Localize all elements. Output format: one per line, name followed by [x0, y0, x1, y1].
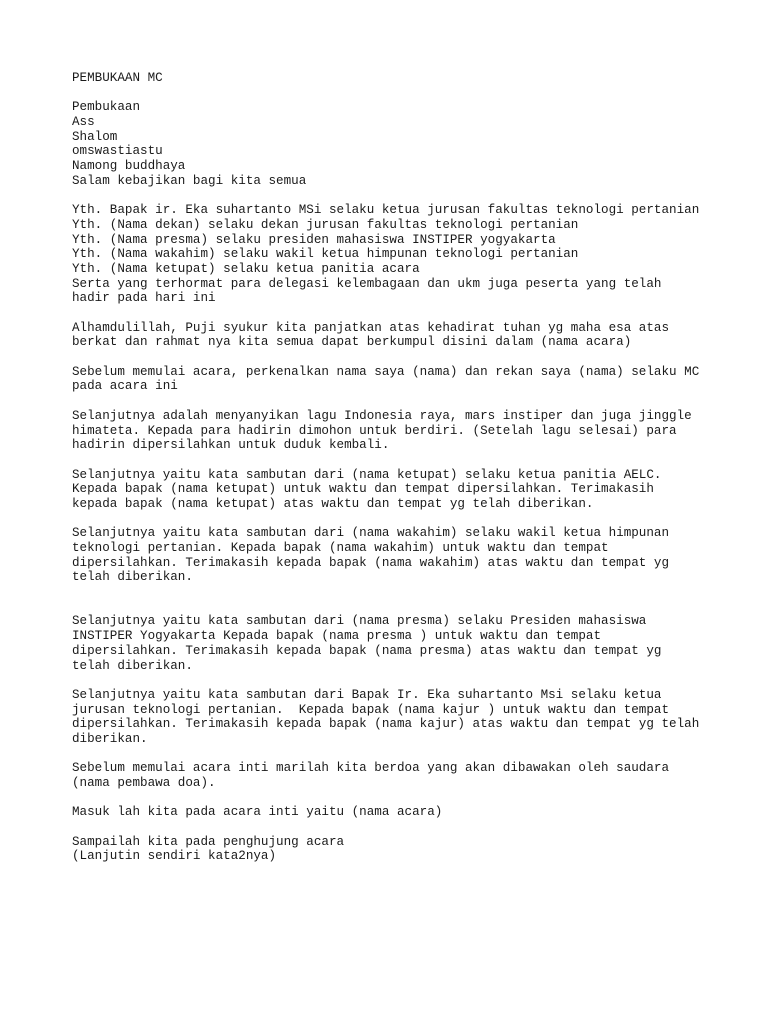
- intro-paragraph: [72, 365, 732, 394]
- text-line: Sebelum memulai acara, perkenalkan nama saya (nama) dan rekan saya (nama) selaku MC: [72, 364, 700, 379]
- greetings-paragraph: [72, 100, 732, 188]
- text-line: dipersilahkan. Terimakasih kepada bapak (nama presma) atas waktu dan tempat yg: [72, 643, 662, 658]
- text-line: Selanjutnya yaitu kata sambutan dari (nama ketupat) selaku ketua panitia AELC.: [72, 467, 662, 482]
- text-line: INSTIPER Yogyakarta Kepada bapak (nama presma ) untuk waktu dan tempat: [72, 629, 602, 644]
- prayer-paragraph: [72, 761, 732, 790]
- text-line: hadir pada hari ini: [72, 291, 216, 306]
- text-line: berkat dan rahmat nya kita semua dapat berkumpul disini dalam (nama acara): [72, 335, 632, 350]
- text-line: Selanjutnya adalah menyanyikan lagu Indonesia raya, mars instiper dan juga jinggle: [72, 408, 692, 423]
- honors-paragraph: [72, 203, 732, 306]
- text-line: dipersilahkan. Terimakasih kepada bapak (nama kajur) atas waktu dan tempat yg telah: [72, 717, 700, 732]
- text-line: himateta. Kepada para hadirin dimohon untuk berdiri. (Setelah lagu selesai) para: [72, 423, 677, 438]
- speech-ketupat-paragraph: [72, 468, 732, 512]
- main-event-paragraph: [72, 805, 732, 820]
- text-line: pada acara ini: [72, 379, 178, 394]
- text-line: hadirin dipersilahkan untuk duduk kembali.: [72, 438, 390, 453]
- text-line: telah diberikan.: [72, 570, 193, 585]
- document-title-block: [72, 71, 732, 86]
- gratitude-paragraph: [72, 321, 732, 350]
- text-line: Yth. (Nama ketupat) selaku ketua panitia acara: [72, 261, 420, 276]
- speech-kajur-paragraph: [72, 688, 732, 747]
- speech-presma-paragraph: [72, 614, 732, 673]
- text-line: Selanjutnya yaitu kata sambutan dari (nama wakahim) selaku wakil ketua himpunan: [72, 526, 670, 541]
- text-line: dipersilahkan. Terimakasih kepada bapak (nama wakahim) atas waktu dan tempat yg: [72, 555, 670, 570]
- text-line: Ass: [72, 115, 95, 130]
- text-line: Selanjutnya yaitu kata sambutan dari Bapak Ir. Eka suhartanto Msi selaku ketua: [72, 687, 662, 702]
- text-line: Masuk lah kita pada acara inti yaitu (nama acara): [72, 805, 443, 820]
- text-line: (Lanjutin sendiri kata2nya): [72, 849, 277, 864]
- text-line: Selanjutnya yaitu kata sambutan dari (nama presma) selaku Presiden mahasiswa: [72, 614, 647, 629]
- text-line: Serta yang terhormat para delegasi kelembagaan dan ukm juga peserta yang telah: [72, 276, 662, 291]
- document-title: PEMBUKAAN MC: [72, 71, 163, 85]
- speech-wakahim-paragraph: [72, 526, 732, 585]
- text-line: (nama pembawa doa).: [72, 776, 216, 791]
- closing-paragraph: [72, 835, 732, 864]
- text-line: Yth. (Nama dekan) selaku dekan jurusan fakultas teknologi pertanian: [72, 217, 579, 232]
- text-line: telah diberikan.: [72, 658, 193, 673]
- text-line: omswastiastu: [72, 144, 163, 159]
- text-line: Sampailah kita pada penghujung acara: [72, 834, 345, 849]
- text-line: teknologi pertanian. Kepada bapak (nama wakahim) untuk waktu dan tempat: [72, 541, 609, 555]
- text-line: Yth. (Nama wakahim) selaku wakil ketua himpunan teknologi pertanian: [72, 247, 579, 262]
- text-line: kepada bapak (nama ketupat) atas waktu dan tempat yg telah diberikan.: [72, 496, 594, 511]
- text-line: Shalom: [72, 129, 118, 144]
- text-line: Salam kebajikan bagi kita semua: [72, 173, 307, 188]
- text-line: diberikan.: [72, 731, 148, 746]
- text-line: Namong buddhaya: [72, 159, 186, 174]
- text-line: Sebelum memulai acara inti marilah kita berdoa yang akan dibawakan oleh saudara: [72, 761, 670, 776]
- anthem-paragraph: [72, 409, 732, 453]
- text-line: Alhamdulillah, Puji syukur kita panjatkan atas kehadirat tuhan yg maha esa atas: [72, 320, 670, 335]
- text-line: Pembukaan: [72, 100, 141, 115]
- text-line: Yth. Bapak ir. Eka suhartanto MSi selaku ketua jurusan fakultas teknologi pertanian: [72, 203, 700, 218]
- document-page: [72, 71, 732, 879]
- text-line: Yth. (Nama presma) selaku presiden mahasiswa INSTIPER yogyakarta: [72, 232, 556, 247]
- text-line: jurusan teknologi pertanian. Kepada bapak (nama kajur ) untuk waktu dan tempat: [72, 702, 670, 717]
- text-line: Kepada bapak (nama ketupat) untuk waktu dan tempat dipersilahkan. Terimakasih: [72, 482, 654, 497]
